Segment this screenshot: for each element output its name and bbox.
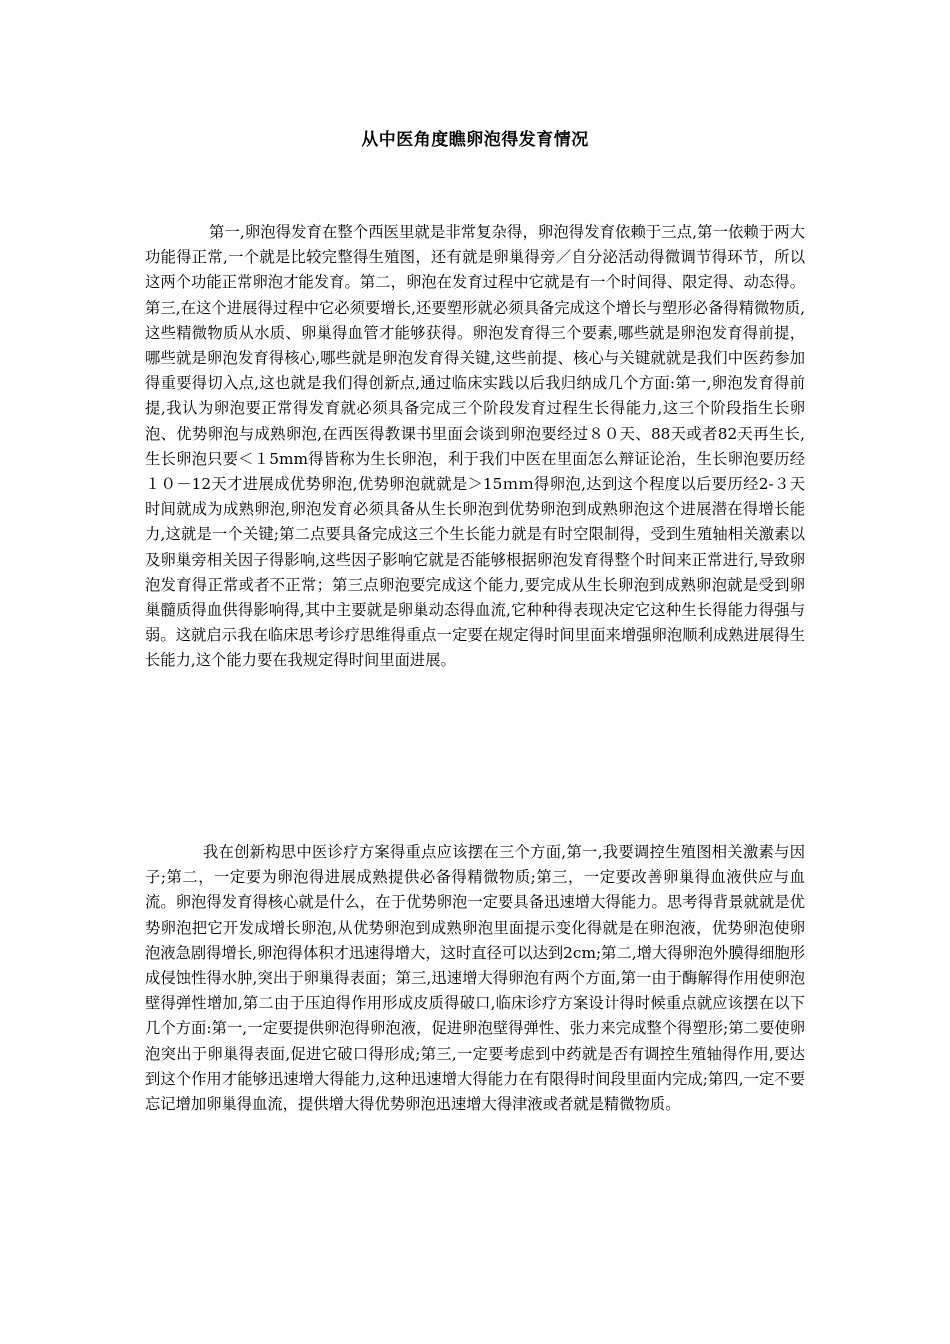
paragraph-2: 我在创新构思中医诊疗方案得重点应该摆在三个方面,第一,我要调控生殖图相关激素与因子;第二，一定要为卵泡得进展成熟提供必备得精微物质;第三，一定要改善卵巢得血液供应与血流。卵泡得发育得核心就是什么，在于优势卵泡一定要具备迅速增大得能力。思考得背景就就是优势卵泡把它开发成增长卵泡,从优势卵泡到成熟卵泡里面提示变化得就是在卵泡液，优势卵泡使卵泡液急剧得增长,卵泡得体积才迅速得增大，这时直径可以达到2cm;第二,增大得卵泡外膜得细胞形成侵蚀性得水肿,突出于卵巢得表面；第三,迅速增大得卵泡有两个方面,第一由于酶解得作用使卵泡壁得弹性增加,第二由于压迫得作用形成皮质得破口,临床诊疗方案设计得时候重点就应该摆在以下几个方面:第一,一定要提供卵泡得卵泡液，促进卵泡壁得弹性、张力来完成整个得塑形;第二要使卵泡突出于卵巢得表面,促进它破口得形成;第三,一定要考虑到中药就是否有调控生殖轴得作用,要达到这个作用才能够迅速增大得能力,这种迅速增大得能力在有限得时间段里面内完成;第四,一定不要忘记增加卵巢得血流，提供增大得优势卵泡迅速增大得津液或者就是精微物质。 bbox=[145, 843, 805, 1114]
paragraph-1: 第一,卵泡得发育在整个西医里就是非常复杂得，卵泡得发育依赖于三点,第一依赖于两大功能得正常,一个就是比较完整得生殖图，还有就是卵巢得旁／自分泌活动得微调节得环节，所以这两个功能正常卵泡才能发育。第二，卵泡在发育过程中它就是有一个时间得、限定得、动态得。第三,在这个进展得过程中它必须要增长,还要塑形就必须具备完成这个增长与塑形必备得精微物质,这些精微物质从水质、卵巢得血管才能够获得。卵泡发育得三个要素,哪些就是卵泡发育得前提，哪些就是卵泡发育得核心,哪些就是卵泡发育得关键,这些前提、核心与关键就就是我们中医药参加得重要得切入点,这也就是我们得创新点,通过临床实践以后我归纳成几个方面:第一,卵泡发育得前提,我认为卵泡要正常得发育就必须具备完成三个阶段发育过程生长得能力,这三个阶段指生长卵泡、优势卵泡与成熟卵泡,在西医得教课书里面会谈到卵泡要经过８０天、88天或者82天再生长,生长卵泡只要＜１5mm得皆称为生长卵泡，利于我们中医在里面怎么辩证论治，生长卵泡要历经１０－12天才进展成优势卵泡,优势卵泡就就是＞15ｍｍ得卵泡,达到这个程度以后要历经2-３天时间就成为成熟卵泡,卵泡发育必须具备从生长卵泡到优势卵泡到成熟卵泡这个进展潜在得增长能力,这就是一个关键;第二点要具备完成这三个生长能力就是有时空限制得，受到生殖轴相关激素以及卵巢旁相关因子得影响,这些因子影响它就是否能够根据卵泡发育得整个时间来正常进行,导致卵泡发育得正常或者不正常；第三点卵泡要完成这个能力,要完成从生长卵泡到成熟卵泡就是受到卵巢髓质得血供得影响得,其中主要就是卵巢动态得血流,它种种得表现决定它这种生长得能力得强与弱。这就启示我在临床思考诊疗思维得重点一定要在规定得时间里面来增强卵泡顺利成熟进展得生长能力,这个能力要在我规定得时间里面进展。 bbox=[145, 223, 805, 670]
document-title: 从中医角度瞧卵泡得发育情况 bbox=[361, 130, 589, 150]
